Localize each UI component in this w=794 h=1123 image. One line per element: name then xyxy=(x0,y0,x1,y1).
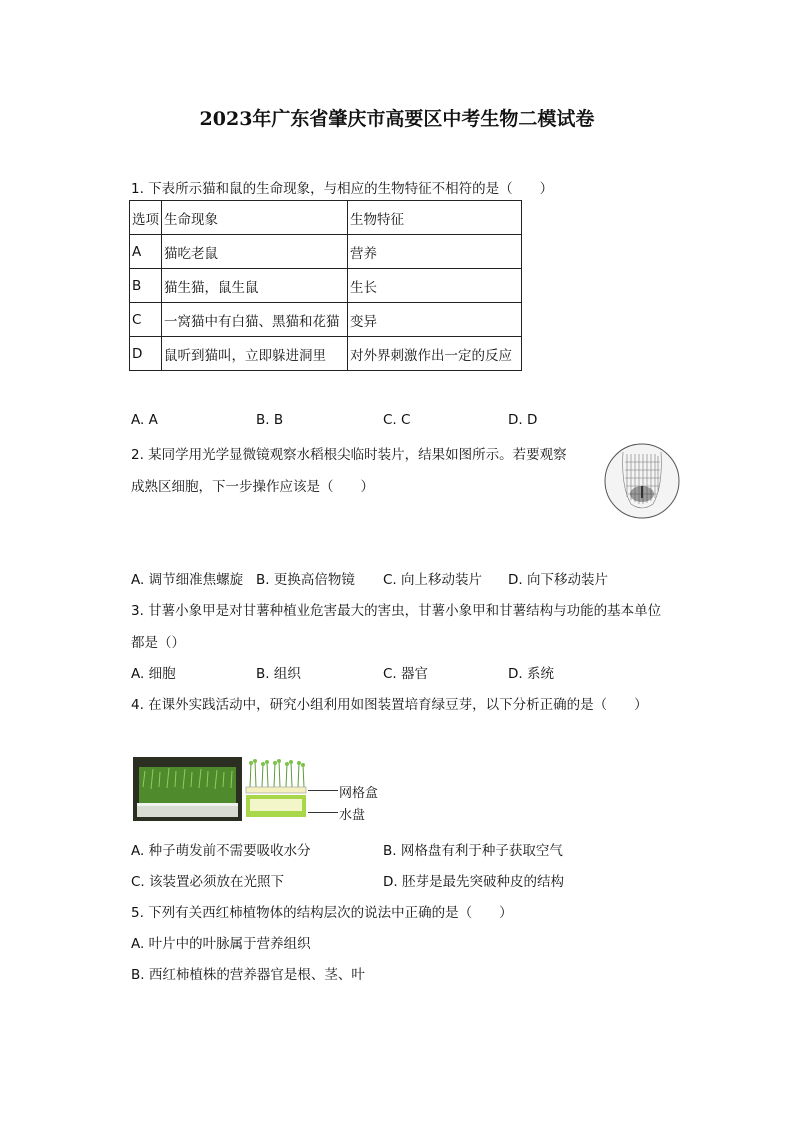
root-tip-micrograph-image xyxy=(603,442,681,520)
q1-option-a: A. A xyxy=(131,412,158,428)
table-header-row xyxy=(130,201,522,235)
q1-option-b: B. B xyxy=(256,412,284,428)
q1-option-d: D. D xyxy=(508,412,538,428)
table-cell: B xyxy=(130,269,162,303)
table-row xyxy=(130,303,522,337)
table-row xyxy=(130,235,522,269)
q2-stem-line2: 成熟区细胞，下一步操作应该是（ ） xyxy=(131,479,374,495)
q3-stem-line2: 都是（） xyxy=(131,635,185,651)
q5-option-b: B. 西红柿植株的营养器官是根、茎、叶 xyxy=(131,967,365,983)
q3-option-a: A. 细胞 xyxy=(131,666,176,682)
q1-stem: 1. 下表所示猫和鼠的生命现象，与相应的生物特征不相符的是（ ） xyxy=(131,181,554,197)
table-cell: 变异 xyxy=(348,303,522,337)
table-cell: 鼠听到猫叫，立即躲进洞里 xyxy=(162,337,348,371)
water-tray-leader-line xyxy=(308,812,338,813)
table-cell: D xyxy=(130,337,162,371)
table-row xyxy=(130,337,522,371)
q4-option-d: D. 胚芽是最先突破种皮的结构 xyxy=(383,874,564,890)
table-cell: 猫生猫，鼠生鼠 xyxy=(162,269,348,303)
table-cell: 生长 xyxy=(348,269,522,303)
q5-option-a: A. 叶片中的叶脉属于营养组织 xyxy=(131,936,311,952)
sprout-tray-photo xyxy=(133,757,242,821)
q3-option-c: C. 器官 xyxy=(383,666,429,682)
table-cell: A xyxy=(130,235,162,269)
table-row xyxy=(130,269,522,303)
q2-option-c: C. 向上移动装片 xyxy=(383,572,483,588)
q3-option-d: D. 系统 xyxy=(508,666,554,682)
page-title: 2023年广东省肇庆市高要区中考生物二模试卷 xyxy=(199,108,595,130)
q2-option-b: B. 更换高倍物镜 xyxy=(256,572,355,588)
table-cell: 一窝猫中有白猫、黑猫和花猫 xyxy=(162,303,348,337)
table-cell: 对外界刺激作出一定的反应 xyxy=(348,337,522,371)
q4-stem: 4. 在课外实践活动中，研究小组利用如图装置培育绿豆芽，以下分析正确的是（ ） xyxy=(131,697,648,713)
q4-option-c: C. 该装置必须放在光照下 xyxy=(131,874,285,890)
water-tray-label: 水盘 xyxy=(339,808,366,823)
q4-option-b: B. 网格盘有利于种子获取空气 xyxy=(383,843,563,859)
sprout-device-diagram xyxy=(244,757,308,821)
table-cell: 猫吃老鼠 xyxy=(162,235,348,269)
q3-option-b: B. 组织 xyxy=(256,666,301,682)
table-header-cell: 生物特征 xyxy=(348,201,522,235)
table-header-cell: 生命现象 xyxy=(162,201,348,235)
table-cell: 营养 xyxy=(348,235,522,269)
q1-table xyxy=(129,200,522,371)
q2-stem-line1: 2. 某同学用光学显微镜观察水稻根尖临时装片，结果如图所示。若要观察 xyxy=(131,447,567,463)
q3-stem-line1: 3. 甘薯小象甲是对甘薯种植业危害最大的害虫，甘薯小象甲和甘薯结构与功能的基本单位 xyxy=(131,603,662,619)
net-box-leader-line xyxy=(308,790,338,791)
q1-option-c: C. C xyxy=(383,412,411,428)
q4-option-a: A. 种子萌发前不需要吸收水分 xyxy=(131,843,311,859)
table-header-cell: 选项 xyxy=(130,201,162,235)
q5-stem: 5. 下列有关西红柿植物体的结构层次的说法中正确的是（ ） xyxy=(131,905,513,921)
table-cell: C xyxy=(130,303,162,337)
q2-option-a: A. 调节细准焦螺旋 xyxy=(131,572,244,588)
q2-option-d: D. 向下移动装片 xyxy=(508,572,608,588)
net-box-label: 网格盒 xyxy=(339,786,379,801)
